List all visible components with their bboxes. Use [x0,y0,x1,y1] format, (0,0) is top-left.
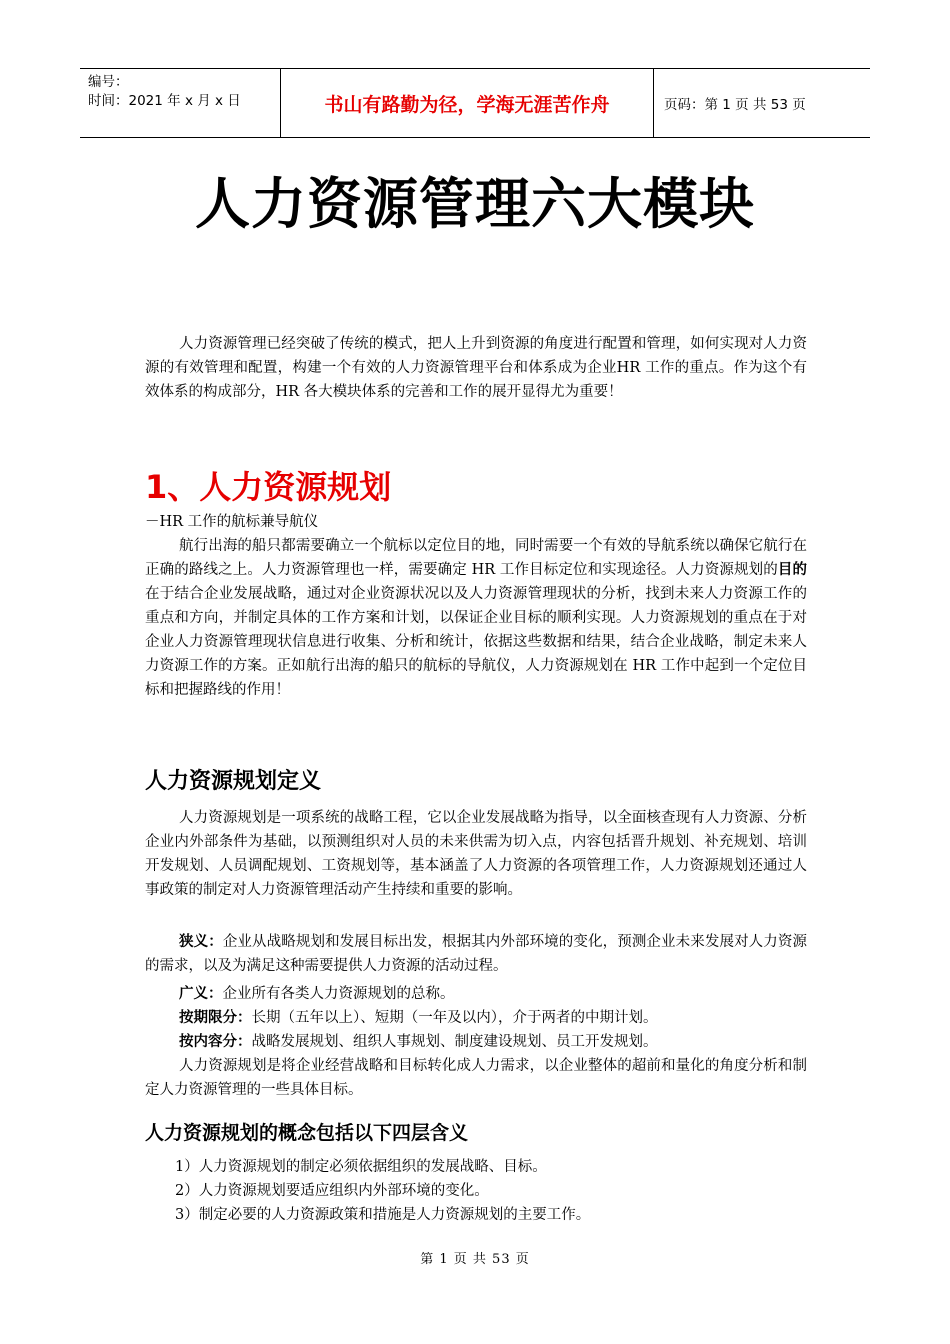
concept-heading: 人力资源规划的概念包括以下四层含义 [145,1122,469,1144]
narrow-definition [145,930,807,978]
broad-text: 企业所有各类人力资源规划的总称。 [222,986,455,1002]
section-body-bold: 目的 [777,562,808,578]
document-title: 人力资源管理六大模块 [194,172,755,236]
narrow-label: 狭义： [179,934,223,950]
content-text: 战略发展规划、组织人事规划、制度建设规划、员工开发规划。 [251,1034,658,1050]
list-item: 1）人力资源规划的制定必须依据组织的发展战略、目标。 [175,1159,547,1175]
number-label: 编号： [88,74,129,90]
page-header [80,68,870,138]
narrow-text: 企业从战略规划和发展目标出发，根据其内外部环境的变化，预测企业未来发展对人力资源的需求，以及为满足这种需要提供人力资源的活动过程。 [145,934,808,974]
list-item: 2）人力资源规划要适应组织内外部环境的变化。 [175,1183,489,1199]
definition-summary: 人力资源规划是将企业经营战略和目标转化成人力需求，以企业整体的超前和量化的角度分析和制定人力资源管理的一些具体目标。 [145,1058,807,1098]
page-footer: 第 1 页 共 53 页 [420,1252,530,1267]
definition-heading: 人力资源规划定义 [145,769,322,794]
header-motto: 书山有路勤为径，学海无涯苦作舟 [280,69,654,137]
definition-paragraph: 人力资源规划是一项系统的战略工程，它以企业发展战略为指导，以全面核查现有人力资源、分析企业内外部条件为基础，以预测组织对人员的未来供需为切入点，内容包括晋升规划、补充规划、培训开发规划、人员调配规划、工资规划等，基本涵盖了人力资源的各项管理工作，人力资源规划还通过人事政策的制定对人力资源管理活动产生持续和重要的影响。 [145,810,807,898]
section-body-a: 航行出海的船只都需要确立一个航标以定位目的地，同时需要一个有效的导航系统以确保它航行在正确的路线之上。人力资源管理也一样，需要确定 HR 工作目标定位和实现途径。人力资源规划的 [145,538,807,578]
content-classification [145,1030,807,1054]
section-subtitle: －HR 工作的航标兼导航仪 [145,514,319,530]
term-label: 按期限分： [179,1010,252,1026]
term-text: 长期（五年以上）、短期（一年及以内），介于两者的中期计划。 [251,1010,658,1026]
section-heading-planning: 1、人力资源规划 [145,468,392,506]
section-body [145,534,807,702]
intro-paragraph: 人力资源管理已经突破了传统的模式，把人上升到资源的角度进行配置和管理，如何实现对人力资源的有效管理和配置，构建一个有效的人力资源管理平台和体系成为企业HR 工作的重点。作为这个有效体系的构成部分，HR 各大模块体系的完善和工作的展开显得尤为重要！ [145,336,807,400]
term-classification [145,1006,807,1030]
broad-label: 广义： [179,986,223,1002]
concept-list [145,1155,807,1227]
broad-definition [145,982,807,1006]
header-page-number: 页码：第 1 页 共 53 页 [664,97,806,113]
header-meta [80,69,280,137]
list-item: 3）制定必要的人力资源政策和措施是人力资源规划的主要工作。 [175,1207,591,1223]
section-body-b: 在于结合企业发展战略，通过对企业资源状况以及人力资源管理现状的分析，找到未来人力资源工作的重点和方向，并制定具体的工作方案和计划，以保证企业目标的顺利实现。人力资源规划的重点在于对企业人力资源管理现状信息进行收集、分析和统计，依据这些数据和结果，结合企业战略，制定未来人力资源工作的方案。正如航行出海的船只的航标的导航仪，人力资源规划在 HR 工作中起到一个定位目标和把握路线的作用！ [145,586,807,698]
date-label: 时间：2021 年 x 月 x 日 [88,93,241,109]
content-label: 按内容分： [179,1034,252,1050]
